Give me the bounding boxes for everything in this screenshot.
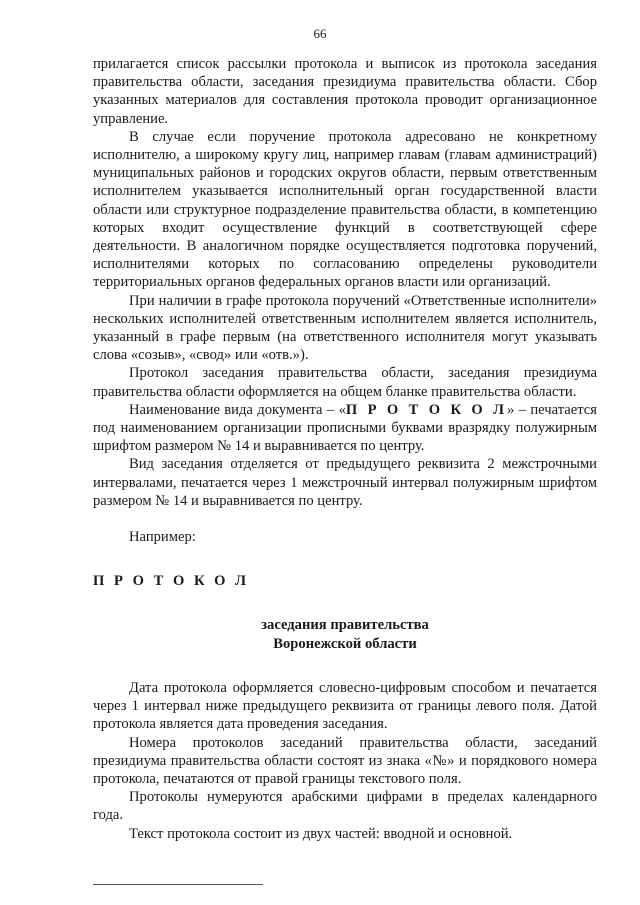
paragraph-general-blank: Протокол заседания правительства области, заседания президиума правительства области оформляется на общем бланке правительства области. xyxy=(93,365,597,400)
paragraph-meeting-type: Вид заседания отделяется от предыдущего реквизита 2 межстрочными интервалами, печатается через 1 межстрочный интервал полужирным шрифтом размером № 14 и выравнивается по центру. xyxy=(93,456,597,509)
spacer xyxy=(93,653,597,679)
example-subtitle-line2: Воронежской области xyxy=(273,635,417,652)
paragraph-numbering: Протоколы нумеруются арабскими цифрами в пределах календарного года. xyxy=(93,789,597,824)
example-intro: Например: xyxy=(129,529,196,546)
paragraph-wide-circle: В случае если поручение протокола адресовано не конкретному исполнителю, а широкому кругу лиц, например главам (главам администраций) муниципальных районов и городских округов области, первым ответственным исполнителем указывается исполнительный орган государственной власти области или структурное подразделение правительства области, в компетенцию которых входит осуществление функций в соответствующей сфере деятельности. В аналогичном порядке осуществляется подготовка поручений, исполнителями которых по согласованию определены руководители территориальных органов федеральных органов власти или организаций. xyxy=(93,128,597,291)
spacer xyxy=(93,546,597,572)
paragraph-protocol-date: Дата протокола оформляется словесно-цифровым способом и печатается через 1 интервал ниже предыдущего реквизита от границы левого поля. Датой протокола является дата проведения заседания. xyxy=(93,679,597,733)
footnote-divider xyxy=(93,884,263,885)
spacer xyxy=(93,510,597,528)
paragraph-protocol-numbers: Номера протоколов заседаний правительства области, заседаний президиума правительства области состоят из знака «№» и порядкового номера протокола, печатаются от правой границы текстового поля. xyxy=(93,734,597,787)
example-subtitle-line1: заседания правительства xyxy=(261,617,429,634)
page-number: 66 xyxy=(313,26,327,41)
paragraph-responsible-executors: При наличии в графе протокола поручений «Ответственные исполнители» нескольких исполнителей ответственным исполнителем является исполнитель, указанный в графе первым (на ответственного исполнителя могут указывать слова «созыв», «свод» или «отв.»). xyxy=(93,292,597,364)
document-type-bold: П Р О Т О К О Л xyxy=(345,401,508,418)
example-protocol-title: П Р О Т О К О Л xyxy=(93,573,250,590)
document-type-lead: Наименование вида документа – « xyxy=(129,401,346,418)
paragraph-distribution-list: прилагается список рассылки протокола и выписок из протокола заседания правительства области, заседания президиума правительства области. Сбор указанных материалов для составления протокола проводит организационное управление. xyxy=(93,56,597,127)
document-body xyxy=(93,55,597,843)
spacer xyxy=(93,590,597,616)
paragraph-protocol-text: Текст протокола состоит из двух частей: вводной и основной. xyxy=(129,825,513,842)
document-type-tail: » – печатается под наименованием организации прописными буквами вразрядку полужирным шрифтом размером № 14 и выравнивается по центру. xyxy=(93,401,597,455)
paragraph-document-type xyxy=(93,401,597,456)
